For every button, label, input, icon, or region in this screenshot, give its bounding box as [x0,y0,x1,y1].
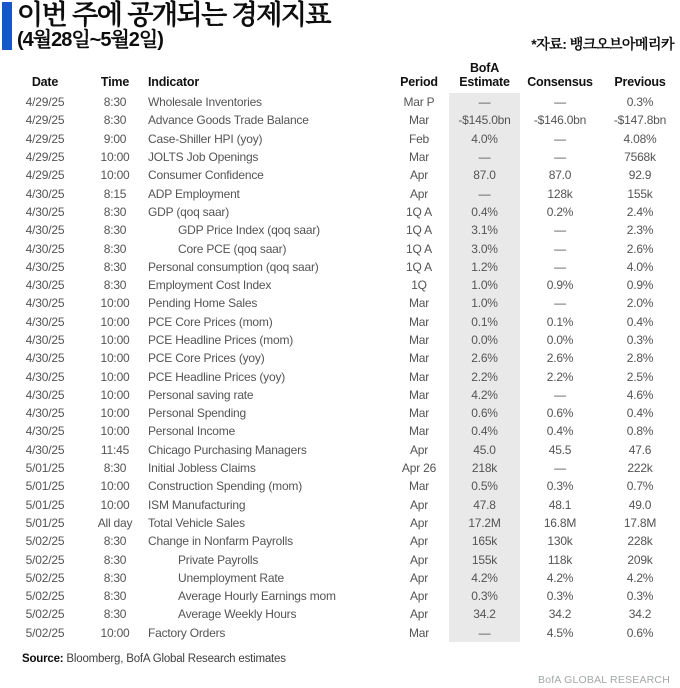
previous-cell: 2.5% [626,369,654,384]
source-text: Bloomberg, BofA Global Research estimates [66,653,286,665]
period-cell: 1Q A [406,259,432,274]
col-header-consensus: Consensus [527,75,593,90]
date-cell: 4/30/25 [25,314,65,329]
time-cell: 10:00 [100,150,130,165]
date-cell: 4/30/25 [25,424,65,439]
time-cell: 8:30 [103,278,127,293]
indicator-cell: Private Payrolls [178,552,259,567]
table-row [0,459,680,477]
previous-cell: 2.4% [626,204,654,219]
date-cell: 5/02/25 [25,534,65,549]
date-cell: 4/30/25 [25,241,65,256]
time-cell: 10:00 [100,387,130,402]
previous-cell: 155k [627,186,653,201]
table-row [0,532,680,550]
estimate-cell: — [449,93,520,111]
period-cell: Apr [409,186,429,201]
previous-cell: 0.8% [626,424,654,439]
estimate-cell: 4.2% [449,569,520,587]
time-cell: 10:00 [100,406,130,421]
time-cell: 10:00 [100,497,130,512]
consensus-cell: 45.5 [548,442,572,457]
brand-text: BofA GLOBAL RESEARCH [538,674,670,686]
period-cell: 1Q A [406,241,432,256]
estimate-cell: 4.0% [449,130,520,148]
previous-cell: 7568k [624,150,656,165]
time-cell: 10:00 [100,351,130,366]
consensus-cell: — [554,150,566,165]
time-cell: 10:00 [100,369,130,384]
col-header-bofa-top: BofA [469,60,500,75]
estimate-cell: — [449,624,520,642]
previous-cell: 47.6 [628,442,652,457]
consensus-cell: 0.4% [546,424,574,439]
previous-cell: 17.8M [623,515,657,530]
time-cell: 10:00 [100,479,130,494]
previous-cell: 4.0% [626,259,654,274]
estimate-cell: 155k [449,550,520,568]
previous-cell: 2.8% [626,351,654,366]
date-cell: 5/02/25 [25,625,65,640]
table-row [0,496,680,514]
period-cell: Apr [409,607,429,622]
indicator-cell: PCE Core Prices (yoy) [148,351,265,366]
date-cell: 4/30/25 [25,259,65,274]
date-cell: 5/02/25 [25,570,65,585]
col-header-estimate-bottom: Estimate [459,75,510,90]
previous-cell: 0.3% [626,589,654,604]
table-row [0,550,680,568]
table-row [0,514,680,532]
economic-indicators-table [0,57,680,642]
date-cell: 4/30/25 [25,369,65,384]
consensus-cell: 0.2% [546,204,574,219]
consensus-cell: 2.6% [546,351,574,366]
date-cell: 5/02/25 [25,552,65,567]
indicator-cell: Unemployment Rate [178,570,284,585]
time-cell: 8:30 [103,552,127,567]
estimate-cell: -$145.0bn [449,111,520,129]
previous-cell: 0.7% [626,479,654,494]
period-cell: Feb [408,131,430,146]
consensus-cell: 2.2% [546,369,574,384]
consensus-cell: — [554,461,566,476]
table-row [0,331,680,349]
consensus-cell: — [554,241,566,256]
previous-cell: -$147.8bn [613,113,667,128]
estimate-cell: 0.6% [449,404,520,422]
table-row [0,422,680,440]
table-row [0,349,680,367]
date-cell: 5/01/25 [25,479,65,494]
period-cell: Mar [408,150,430,165]
title-text [17,2,330,50]
table-row [0,221,680,239]
table-row [0,148,680,166]
previous-cell: 0.6% [626,625,654,640]
previous-cell: 228k [627,534,653,549]
previous-cell: 4.2% [626,570,654,585]
time-cell: 8:30 [103,204,127,219]
estimate-cell: 0.5% [449,477,520,495]
consensus-cell: 0.3% [546,479,574,494]
title-block [2,2,330,50]
col-header-date: Date [31,75,59,90]
previous-cell: 2.6% [626,241,654,256]
indicator-cell: GDP Price Index (qoq saar) [178,223,320,238]
date-cell: 5/02/25 [25,607,65,622]
indicator-cell: Personal Spending [148,406,247,421]
previous-cell: 0.3% [626,333,654,347]
consensus-cell: 16.8M [543,515,577,530]
period-cell: Mar [408,296,430,311]
indicator-cell: Total Vehicle Sales [148,515,245,530]
estimate-cell: 45.0 [449,441,520,459]
previous-cell: 4.6% [626,387,654,402]
period-cell: Mar [408,406,430,421]
col-header-previous: Previous [614,75,666,90]
previous-cell: 2.3% [626,223,654,238]
indicator-cell: Wholesale Inventories [148,95,262,110]
estimate-cell: 87.0 [449,166,520,184]
time-cell: 8:30 [103,241,127,256]
time-cell: 8:30 [103,461,127,476]
estimate-cell: 0.0% [449,331,520,349]
consensus-cell: — [554,95,566,110]
consensus-cell: 87.0 [548,168,572,183]
consensus-cell: 4.5% [546,625,574,640]
date-cell: 4/30/25 [25,333,65,347]
table-row [0,313,680,331]
period-cell: Apr [409,552,429,567]
estimate-cell: 4.2% [449,386,520,404]
date-cell: 4/30/25 [25,223,65,238]
period-cell: Apr 26 [401,461,437,476]
source-line [22,653,286,665]
previous-cell: 34.2 [628,607,652,622]
period-cell: Mar [408,113,430,128]
previous-cell: 0.3% [626,95,654,110]
time-cell: 10:00 [100,314,130,329]
table-body [0,93,680,642]
table-row [0,111,680,129]
indicator-cell: Case-Shiller HPI (yoy) [148,131,263,146]
date-cell: 4/29/25 [25,168,65,183]
time-cell: 8:30 [103,534,127,549]
previous-cell: 4.08% [623,131,657,146]
indicator-cell: Consumer Confidence [148,168,264,183]
time-cell: 10:00 [100,168,130,183]
indicator-cell: Average Weekly Hours [178,607,297,622]
estimate-cell: 3.1% [449,221,520,239]
source-label: Source: [22,653,64,665]
period-cell: Apr [409,589,429,604]
date-cell: 4/30/25 [25,186,65,201]
consensus-cell: 0.0% [546,333,574,347]
previous-cell: 2.0% [626,296,654,311]
consensus-cell: 0.1% [546,314,574,329]
period-cell: Mar [408,387,430,402]
time-cell: 10:00 [100,625,130,640]
previous-cell: 209k [627,552,653,567]
page-subtitle: (4월28일~5월2일) [17,28,163,51]
estimate-cell: — [449,148,520,166]
date-cell: 4/29/25 [25,150,65,165]
time-cell: 8:30 [103,95,127,110]
col-header-indicator: Indicator [148,75,199,90]
indicator-cell: Advance Goods Trade Balance [148,113,309,128]
previous-cell: 0.4% [626,406,654,421]
date-cell: 4/30/25 [25,296,65,311]
time-cell: 8:30 [103,607,127,622]
time-cell: 10:00 [100,424,130,439]
estimate-cell: 47.8 [449,496,520,514]
estimate-cell: 3.0% [449,239,520,257]
consensus-cell: 48.1 [548,497,572,512]
period-cell: Apr [409,570,429,585]
period-cell: Mar [408,625,430,640]
previous-cell: 222k [627,461,653,476]
period-cell: 1Q A [406,204,432,219]
estimate-cell: 2.6% [449,349,520,367]
table-row [0,624,680,642]
period-cell: Apr [409,442,429,457]
indicator-cell: JOLTS Job Openings [148,150,259,165]
consensus-cell: — [554,387,566,402]
previous-cell: 0.9% [626,278,654,293]
period-cell: Mar [408,479,430,494]
table-row [0,605,680,623]
indicator-cell: GDP (qoq saar) [148,204,230,219]
consensus-cell: 0.9% [546,278,574,293]
period-cell: Mar [408,369,430,384]
date-cell: 5/01/25 [25,497,65,512]
col-header-period: Period [400,75,438,90]
consensus-cell: — [554,259,566,274]
title-accent-bar [2,2,12,50]
table-row [0,258,680,276]
previous-cell: 49.0 [628,497,652,512]
table-row [0,166,680,184]
time-cell: 11:45 [100,442,130,457]
time-cell: 8:30 [103,113,127,128]
period-cell: Mar [408,424,430,439]
time-cell: 8:15 [103,186,127,201]
table-row [0,569,680,587]
indicator-cell: Initial Jobless Claims [148,461,256,476]
period-cell: Apr [409,497,429,512]
consensus-cell: — [554,131,566,146]
consensus-cell: 128k [547,186,573,201]
table-row [0,404,680,422]
time-cell: 8:30 [103,259,127,274]
indicator-cell: ADP Employment [148,186,240,201]
indicator-cell: Change in Nonfarm Payrolls [148,534,293,549]
indicator-cell: Pending Home Sales [148,296,258,311]
period-cell: Mar P [403,95,435,110]
time-cell: 10:00 [100,333,130,347]
indicator-cell: PCE Headline Prices (yoy) [148,369,286,384]
time-cell: All day [97,515,133,530]
indicator-cell: Personal Income [148,424,236,439]
table-row [0,441,680,459]
estimate-cell: 218k [449,459,520,477]
date-cell: 4/30/25 [25,204,65,219]
table-row [0,184,680,202]
consensus-cell: 34.2 [548,607,572,622]
estimate-cell: 34.2 [449,605,520,623]
time-cell: 8:30 [103,570,127,585]
period-cell: Mar [408,351,430,366]
period-cell: Apr [409,534,429,549]
consensus-cell: 130k [547,534,573,549]
table-row [0,386,680,404]
page-title: 이번 주에 공개되는 경제지표 [17,0,330,30]
consensus-cell: -$146.0bn [533,113,587,128]
estimate-cell: 165k [449,532,520,550]
table-row [0,239,680,257]
table-row [0,477,680,495]
previous-cell: 92.9 [628,168,652,183]
date-cell: 4/29/25 [25,131,65,146]
consensus-cell: 0.6% [546,406,574,421]
date-cell: 4/29/25 [25,113,65,128]
date-cell: 5/02/25 [25,589,65,604]
date-cell: 4/30/25 [25,442,65,457]
table-row [0,294,680,312]
period-cell: 1Q [411,278,427,293]
date-cell: 4/29/25 [25,95,65,110]
estimate-cell: 0.4% [449,422,520,440]
time-cell: 8:30 [103,589,127,604]
indicator-cell: Construction Spending (mom) [148,479,303,494]
table-row [0,587,680,605]
consensus-cell: 4.2% [546,570,574,585]
indicator-cell: Core PCE (qoq saar) [178,241,287,256]
indicator-cell: Employment Cost Index [148,278,272,293]
estimate-cell: 0.4% [449,203,520,221]
time-cell: 9:00 [103,131,127,146]
indicator-cell: PCE Headline Prices (mom) [148,333,294,347]
estimate-cell: 17.2M [449,514,520,532]
indicator-cell: PCE Core Prices (mom) [148,314,273,329]
date-cell: 4/30/25 [25,278,65,293]
table-row [0,130,680,148]
consensus-cell: — [554,223,566,238]
date-cell: 4/30/25 [25,387,65,402]
estimate-cell: 1.0% [449,276,520,294]
time-cell: 10:00 [100,296,130,311]
estimate-cell: 1.0% [449,294,520,312]
indicator-cell: Personal saving rate [148,387,254,402]
indicator-cell: Chicago Purchasing Managers [148,442,307,457]
consensus-cell: 118k [547,552,573,567]
table-header-row [0,57,680,93]
estimate-cell: 2.2% [449,367,520,385]
period-cell: Mar [408,314,430,329]
indicator-cell: Factory Orders [148,625,226,640]
estimate-cell: — [449,184,520,202]
col-header-bofa-estimate [449,57,520,93]
period-cell: 1Q A [406,223,432,238]
estimate-cell: 0.3% [449,587,520,605]
col-header-time: Time [100,75,130,90]
table-row [0,276,680,294]
date-cell: 5/01/25 [25,515,65,530]
table-row [0,93,680,111]
consensus-cell: — [554,296,566,311]
date-cell: 4/30/25 [25,351,65,366]
date-cell: 4/30/25 [25,406,65,421]
estimate-cell: 0.1% [449,313,520,331]
period-cell: Apr [409,168,429,183]
estimate-cell: 1.2% [449,258,520,276]
previous-cell: 0.4% [626,314,654,329]
table-row [0,203,680,221]
period-cell: Mar [408,333,430,347]
source-note: *자료: 뱅크오브아메리카 [531,36,674,52]
consensus-cell: 0.3% [546,589,574,604]
time-cell: 8:30 [103,223,127,238]
date-cell: 5/01/25 [25,461,65,476]
indicator-cell: Personal consumption (qoq saar) [148,259,319,274]
period-cell: Apr [409,515,429,530]
indicator-cell: Average Hourly Earnings mom [178,589,336,604]
indicator-cell: ISM Manufacturing [148,497,246,512]
table-row [0,367,680,385]
